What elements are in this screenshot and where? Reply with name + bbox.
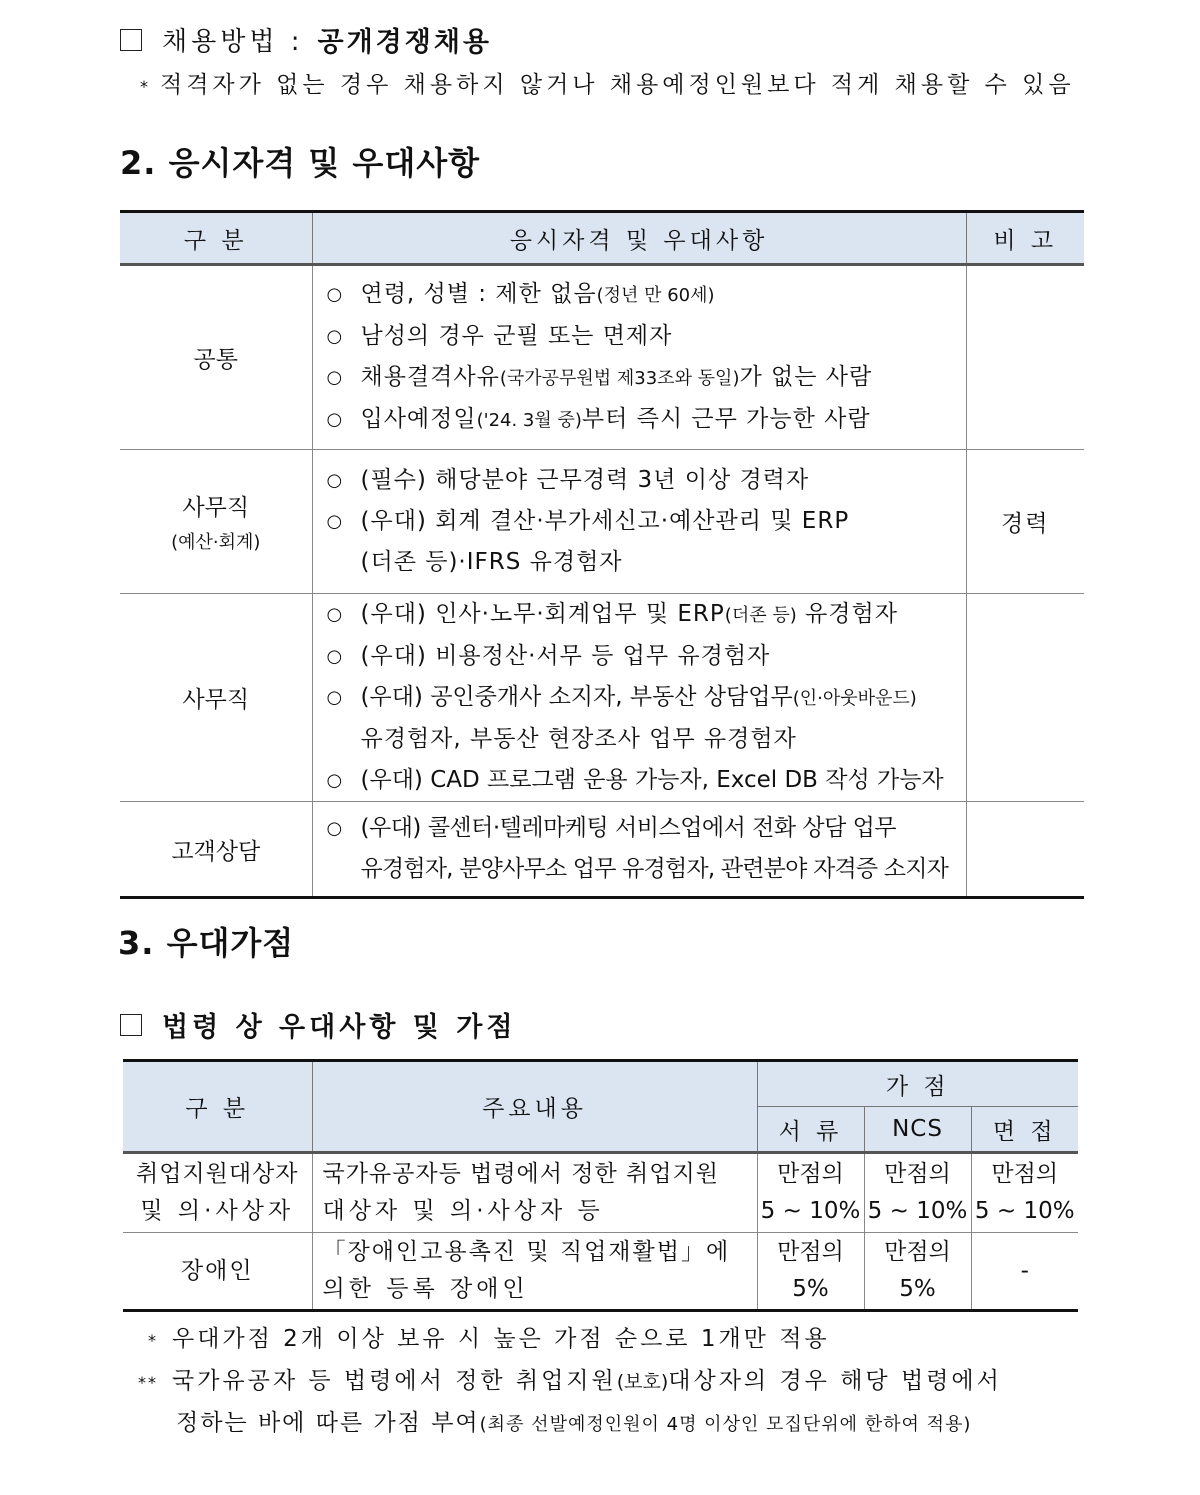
row-interview-points: 만점의 5 ~ 10%: [971, 1153, 1078, 1233]
checkbox-icon: [120, 29, 142, 51]
subtitle-line: [120, 1005, 516, 1044]
row-interview-points: -: [971, 1233, 1078, 1311]
method-line: [120, 20, 492, 59]
list-item: ○ (우대) 비용정산·서무 등 업무 유경험자: [326, 643, 771, 669]
row-remark: [966, 802, 1084, 898]
table-row: [120, 802, 1084, 898]
footnote-continuation: 정하는 바에 따른 가점 부여(최종 선발예정인원이 4명 이상인 모집단위에 한하여 적용): [176, 1410, 972, 1436]
row-doc-points: 만점의 5 ~ 10%: [757, 1153, 864, 1233]
method-label: 채용방법 :: [162, 27, 304, 57]
section-title: 2. 응시자격 및 우대사항: [120, 144, 481, 182]
table-row: [120, 265, 1084, 450]
row-category: 사무직 (예산·회계): [120, 450, 312, 594]
list-item-continuation: 유경험자, 부동산 현장조사 업무 유경험자: [360, 726, 797, 752]
row-ncs-points: 만점의 5 ~ 10%: [864, 1153, 971, 1233]
list-item-continuation: 유경험자, 분양사무소 업무 유경험자, 관련분야 자격증 소지자: [360, 856, 949, 882]
table-row: [123, 1233, 1078, 1311]
header-interview: 면 접: [971, 1107, 1078, 1153]
row-category: 고객상담: [120, 802, 312, 898]
list-item: ○ (우대) 인사·노무·회계업무 및 ERP(더존 등) 유경험자: [326, 601, 898, 627]
row-remark: [966, 265, 1084, 450]
row-items: [312, 594, 966, 802]
bonus-points-table: [123, 1059, 1078, 1312]
list-item: ○ 입사예정일('24. 3월 중)부터 즉시 근무 가능한 사람: [326, 406, 871, 432]
row-items: [312, 450, 966, 594]
list-item: ○ (필수) 해당분야 근무경력 3년 이상 경력자: [326, 467, 810, 493]
list-item: ○ 연령, 성별 : 제한 없음(정년 만 60세): [326, 281, 715, 307]
row-doc-points: 만점의 5%: [757, 1233, 864, 1311]
header-doc: 서 류: [757, 1107, 864, 1153]
header-ncs: NCS: [864, 1107, 971, 1153]
list-item: ○ 남성의 경우 군필 또는 면제자: [326, 323, 673, 349]
checkbox-icon: [120, 1014, 142, 1036]
row-category: 공통: [120, 265, 312, 450]
table-row: [123, 1153, 1078, 1233]
row-category: 취업지원대상자 및 의·사상자: [123, 1153, 312, 1233]
footnote: * 우대가점 2개 이상 보유 시 높은 가점 순으로 1개만 적용: [148, 1326, 830, 1352]
row-remark: [966, 594, 1084, 802]
table-row: [120, 450, 1084, 594]
list-item: ○ (우대) CAD 프로그램 운용 가능자, Excel DB 작성 가능자: [326, 767, 944, 793]
row-category-sub: (예산·회계): [171, 532, 261, 553]
row-content: 「장애인고용촉진 및 직업재활법」에 의한 등록 장애인: [312, 1233, 757, 1311]
row-items: [312, 265, 966, 450]
list-item: ○ (우대) 콜센터·텔레마케팅 서비스업에서 전화 상담 업무: [326, 815, 897, 841]
row-items: [312, 802, 966, 898]
row-category: 사무직: [120, 594, 312, 802]
list-item: ○ 채용결격사유(국가공무원법 제33조와 동일)가 없는 사람: [326, 364, 873, 390]
qualification-table: [120, 210, 1084, 899]
table-header-row: [120, 212, 1084, 265]
header-category: 구 분: [120, 212, 312, 265]
list-item: ○ (우대) 회계 결산·부가세신고·예산관리 및 ERP: [326, 508, 850, 534]
row-ncs-points: 만점의 5%: [864, 1233, 971, 1311]
row-remark: 경력: [966, 450, 1084, 594]
footnote: ** 국가유공자 등 법령에서 정한 취업지원(보호)대상자의 경우 해당 법령에서: [138, 1368, 1002, 1394]
list-item-continuation: (더존 등)·IFRS 유경험자: [360, 549, 623, 575]
header-remark: 비 고: [966, 212, 1084, 265]
section-subtitle: 법령 상 우대사항 및 가점: [162, 1012, 517, 1043]
header-category: 구 분: [123, 1061, 312, 1153]
row-content: 국가유공자등 법령에서 정한 취업지원 대상자 및 의·사상자 등: [312, 1153, 757, 1233]
method-value: 공개경쟁채용: [317, 27, 492, 58]
section-title: 3. 우대가점: [118, 924, 295, 962]
header-content: 응시자격 및 우대사항: [312, 212, 966, 265]
header-points: 가 점: [757, 1061, 1078, 1107]
table-row: [120, 594, 1084, 802]
header-content: 주요내용: [312, 1061, 757, 1153]
table-header-row: [123, 1061, 1078, 1107]
list-item: ○ (우대) 공인중개사 소지자, 부동산 상담업무(인·아웃바운드): [326, 684, 917, 710]
method-note: * 적격자가 없는 경우 채용하지 않거나 채용예정인원보다 적게 채용할 수 있음: [140, 72, 1075, 98]
row-category: 장애인: [123, 1233, 312, 1311]
